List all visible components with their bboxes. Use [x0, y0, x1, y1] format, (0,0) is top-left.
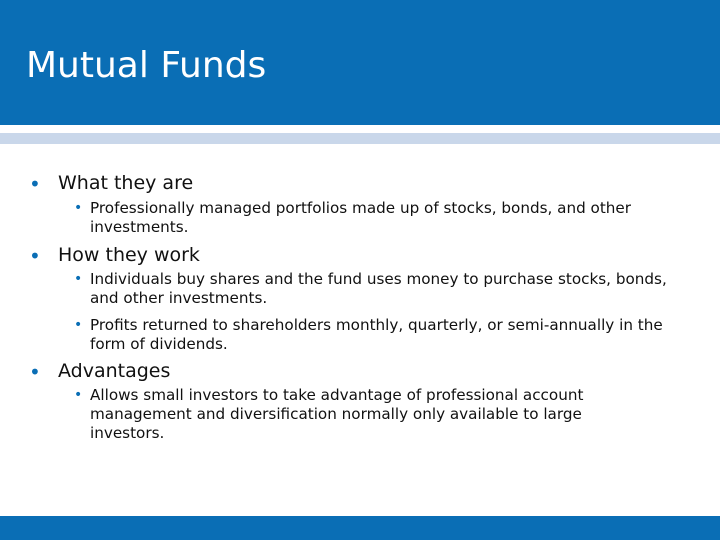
section-item: Allows small investors to take advantage of professional account management and diversification normally only available to large investors. — [90, 386, 584, 442]
section-item: Individuals buy shares and the fund uses money to purchase stocks, bonds, and other investments. — [90, 270, 667, 307]
bullet-icon: • — [29, 244, 41, 268]
bullet-icon: • — [29, 360, 41, 384]
sub-bullet-icon: • — [74, 387, 83, 403]
divider-gap — [0, 125, 720, 133]
slide-title: Mutual Funds — [26, 45, 267, 86]
section-heading-how-they-work: How they work — [58, 244, 200, 266]
sub-bullet-icon: • — [74, 200, 83, 216]
section-heading-what-they-are: What they are — [58, 172, 194, 194]
footer-bar — [0, 516, 720, 540]
section-heading-advantages: Advantages — [58, 360, 171, 382]
section-item: Profits returned to shareholders monthly, quarterly, or semi-annually in the form of dividends. — [90, 316, 663, 353]
section-item: Professionally managed portfolios made up of stocks, bonds, and other investments. — [90, 199, 632, 236]
sub-bullet-icon: • — [74, 317, 83, 333]
bullet-icon: • — [29, 172, 41, 196]
divider-stripe — [0, 133, 720, 144]
sub-bullet-icon: • — [74, 271, 83, 287]
title-bar — [0, 0, 720, 125]
